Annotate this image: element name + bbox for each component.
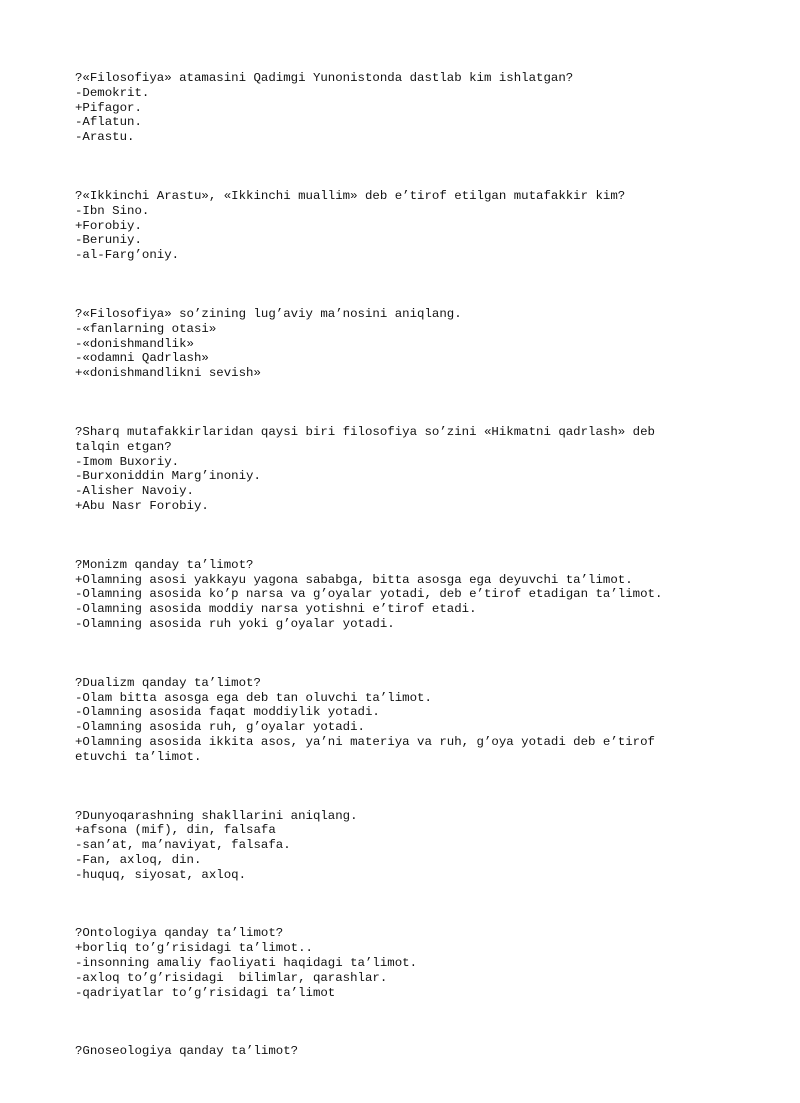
question-block	[75, 1044, 715, 1059]
answer-option: -Olamning asosida faqat moddiylik yotadi.	[75, 705, 380, 720]
answer-option-correct: +Pifagor.	[75, 100, 142, 115]
answer-option-correct: +afsona (mif), din, falsafa	[75, 823, 276, 838]
question-block	[75, 926, 715, 1000]
answer-option: -Olamning asosida moddiy narsa yotishni e’tirof etadi.	[75, 602, 477, 617]
answer-option: -Olamning asosida ruh yoki g’oyalar yotadi.	[75, 616, 395, 631]
question-block	[75, 71, 715, 145]
answer-option: -Demokrit.	[75, 85, 150, 100]
answer-option: -«fanlarning otasi»	[75, 321, 217, 336]
answer-option-correct: +«donishmandlikni sevish»	[75, 366, 261, 381]
answer-option-correct: +Forobiy.	[75, 218, 142, 233]
answer-option: -huquq, siyosat, axloq.	[75, 867, 247, 882]
quiz-text	[75, 71, 715, 1103]
answer-option: -san’at, ma’naviyat, falsafa.	[75, 838, 291, 853]
question-block	[75, 558, 715, 632]
answer-option: -Imom Buxoriy.	[75, 454, 180, 469]
answer-option: -Fan, axloq, din.	[75, 852, 202, 867]
answer-option-correct: +borliq to’g’risidagi ta’limot..	[75, 941, 313, 956]
question-block	[75, 425, 715, 514]
answer-option: -insonning amaliy faoliyati haqidagi ta’limot.	[75, 956, 418, 971]
question-text: ?«Ikkinchi Arastu», «Ikkinchi muallim» deb e’tirof etilgan mutafakkir kim?	[75, 188, 626, 203]
question-text: ?Dunyoqarashning shakllarini aniqlang.	[75, 808, 358, 823]
answer-option: -axloq to’g’risidagi bilimlar, qarashlar.	[75, 970, 388, 985]
question-text: ?Dualizm qanday ta’limot?	[75, 675, 261, 690]
answer-option: -Olamning asosida ruh, g’oyalar yotadi.	[75, 720, 365, 735]
question-text: ?«Filosofiya» so’zining lug’aviy ma’nosini aniqlang.	[75, 306, 462, 321]
question-block	[75, 307, 715, 381]
answer-option: -«odamni Qadrlash»	[75, 351, 209, 366]
question-block	[75, 809, 715, 883]
question-text: ?Gnoseologiya qanday ta’limot?	[75, 1044, 299, 1059]
answer-option: -Ibn Sino.	[75, 203, 150, 218]
answer-option: -qadriyatlar to’g’risidagi ta’limot	[75, 985, 336, 1000]
answer-option-correct: +Olamning asosi yakkayu yagona sababga, bitta asosga ega deyuvchi ta’limot.	[75, 572, 633, 587]
answer-option: -Alisher Navoiy.	[75, 484, 194, 499]
answer-option: -Arastu.	[75, 130, 135, 145]
question-block	[75, 189, 715, 263]
answer-option: -Olam bitta asosga ega deb tan oluvchi ta’limot.	[75, 690, 432, 705]
question-text: ?Monizm qanday ta’limot?	[75, 557, 254, 572]
answer-option: -al-Farg’oniy.	[75, 248, 180, 263]
question-text: ?Ontologiya qanday ta’limot?	[75, 926, 284, 941]
answer-option: -Burxoniddin Marg’inoniy.	[75, 469, 261, 484]
question-block	[75, 676, 715, 765]
answer-option: -Olamning asosida ko’p narsa va g’oyalar yotadi, deb e’tirof etadigan ta’limot.	[75, 587, 663, 602]
answer-option: -«donishmandlik»	[75, 336, 194, 351]
answer-option: -Beruniy.	[75, 233, 142, 248]
answer-option-correct: +Olamning asosida ikkita asos, ya’ni materiya va ruh, g’oya yotadi deb e’tirof etuvchi ta’limot.	[75, 734, 655, 764]
answer-option: -Aflatun.	[75, 115, 142, 130]
answer-option-correct: +Abu Nasr Forobiy.	[75, 498, 209, 513]
question-text: ?«Filosofiya» atamasini Qadimgi Yunonistonda dastlab kim ishlatgan?	[75, 71, 574, 85]
question-text: ?Sharq mutafakkirlaridan qaysi biri filosofiya so’zini «Hikmatni qadrlash» deb talqin etgan?	[75, 424, 655, 454]
